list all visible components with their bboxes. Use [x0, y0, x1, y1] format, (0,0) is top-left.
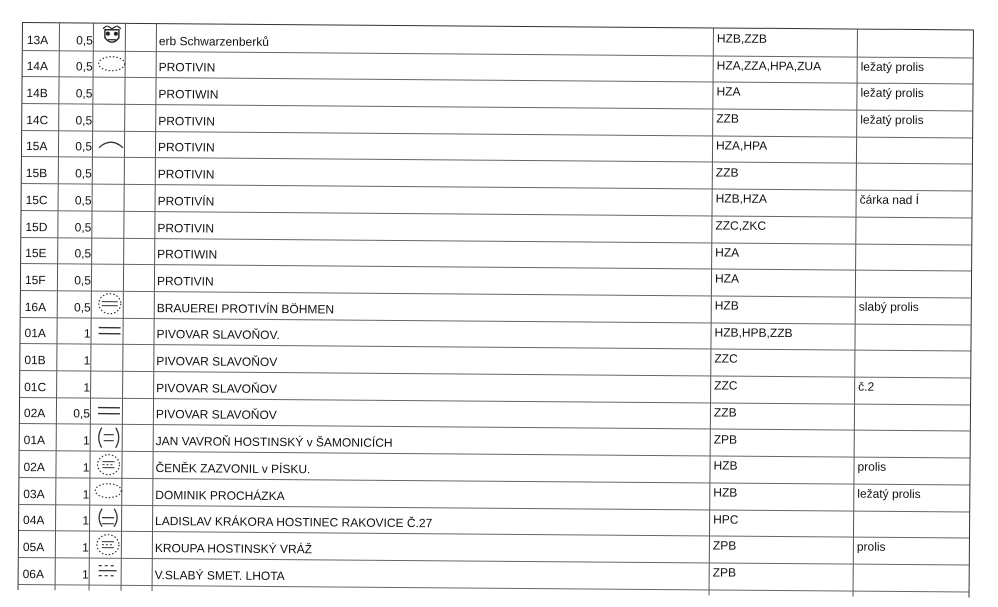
- row-id: 15C: [25, 192, 48, 208]
- row-value: 0,5: [73, 406, 90, 422]
- row-mark: [94, 157, 128, 184]
- row-mark: [91, 504, 125, 531]
- row-note: ležatý prolis: [860, 59, 925, 74]
- row-id: 15E: [25, 246, 47, 261]
- row-codes: HPC: [713, 512, 739, 527]
- row-value: 0,5: [74, 300, 91, 315]
- row-codes: HZA: [715, 245, 740, 260]
- row-inscription: PROTIVIN: [157, 140, 215, 156]
- table-body: [22, 23, 973, 583]
- row-inscription: BRAUEREI PROTIVÍN BÖHMEN: [156, 300, 335, 317]
- row-mark: [93, 291, 127, 318]
- row-codes: ZZC: [714, 351, 738, 367]
- row-codes: HZB,HZA: [715, 191, 768, 207]
- row-codes: ZZB: [715, 164, 739, 180]
- row-codes: ZZB: [713, 405, 737, 420]
- row-value: 1: [83, 353, 91, 368]
- row-inscription: PROTIVIN: [158, 113, 215, 129]
- coat-of-arms-icon: [99, 26, 125, 48]
- row-mark: [91, 558, 125, 585]
- row-note: slabý prolis: [858, 299, 919, 315]
- row-mark: [95, 50, 129, 77]
- row-codes: ZPB: [712, 565, 737, 580]
- row-codes: HZB,ZZB: [716, 31, 767, 46]
- row-mark: [92, 371, 126, 398]
- row-inscription: PIVOVAR SLAVOŇOV: [156, 354, 278, 370]
- dotted-oval-icon: [93, 481, 123, 501]
- row-codes: ZPB: [713, 431, 738, 447]
- row-codes: ZZB: [716, 111, 739, 126]
- row-value: 0,5: [76, 33, 93, 48]
- circle-line-icon: [94, 506, 122, 530]
- row-mark: [91, 477, 125, 504]
- row-value: 0,5: [74, 273, 92, 288]
- dashed-lines-icon: [95, 562, 121, 580]
- row-mark: [95, 24, 129, 51]
- row-codes: HZA: [716, 84, 741, 100]
- row-note: [858, 403, 968, 431]
- row-value: 0,5: [75, 139, 93, 155]
- row-inscription: PIVOVAR SLAVOŇOV: [156, 380, 278, 396]
- row-id: 02A: [23, 459, 45, 475]
- row-inscription: PROTIVIN: [157, 167, 215, 182]
- row-codes: ZZC: [714, 378, 738, 393]
- row-inscription: V.SLABÝ SMET. LHOTA: [154, 567, 285, 583]
- row-codes: ZZC,ZKC: [715, 218, 767, 233]
- dotted-oval-icon: [97, 54, 127, 74]
- row-codes: HZB: [713, 485, 738, 500]
- row-mark: [94, 184, 128, 211]
- row-inscription: ČENĚK ZAZVONIL v PÍSKU.: [155, 460, 311, 477]
- row-mark: [94, 77, 128, 104]
- row-value: 1: [82, 513, 90, 528]
- row-note: [860, 136, 970, 164]
- row-inscription: PROTIVIN: [156, 274, 214, 289]
- row-id: 03A: [23, 486, 45, 501]
- row-value: 1: [82, 460, 90, 475]
- row-note: č.2: [858, 379, 875, 394]
- row-inscription: PROTIVÍN: [157, 193, 215, 209]
- row-mark: [93, 210, 127, 237]
- row-value: 0,5: [74, 219, 92, 235]
- row-mark: [94, 130, 128, 157]
- row-inscription: PROTIVIN: [158, 60, 216, 75]
- row-inscription: PIVOVAR SLAVOŇOV: [155, 407, 277, 423]
- row-mark: [91, 531, 125, 558]
- row-note: [857, 564, 967, 592]
- row-id: 01A: [24, 326, 46, 341]
- row-inscription: PIVOVAR SLAVOŇOV.: [156, 327, 280, 343]
- row-inscription: LADISLAV KRÁKORA HOSTINEC RAKOVICE Č.27: [155, 514, 433, 531]
- row-id: 14B: [26, 86, 48, 101]
- inventory-table: [18, 22, 974, 597]
- row-id: 01A: [23, 433, 46, 448]
- row-codes: ZPB: [712, 538, 737, 553]
- row-note: ležatý prolis: [860, 112, 924, 128]
- row-mark: [91, 451, 125, 478]
- row-note: [860, 163, 970, 191]
- row-inscription: erb Schwarzenberků: [158, 33, 269, 49]
- row-codes: HZA,HPA: [715, 138, 768, 153]
- row-value: 0,5: [75, 86, 93, 101]
- row-note: [857, 510, 967, 538]
- parenthesis-lines-icon: [95, 425, 123, 449]
- row-note: [858, 430, 968, 458]
- row-value: 0,5: [75, 59, 93, 74]
- row-id: 04A: [23, 513, 45, 528]
- row-value: 0,5: [74, 193, 92, 208]
- row-codes: HZB: [713, 458, 738, 473]
- row-codes: HZB,HPB,ZZB: [714, 325, 793, 340]
- double-line-icon: [96, 404, 122, 418]
- row-id: 05A: [22, 540, 45, 555]
- row-note: [859, 270, 969, 298]
- row-inscription: DOMINIK PROCHÁZKA: [155, 487, 285, 503]
- row-inscription: PROTIWIN: [158, 87, 219, 102]
- row-value: 1: [82, 433, 90, 448]
- row-value: 0,5: [74, 246, 92, 261]
- row-id: 01C: [24, 379, 47, 394]
- row-mark: [93, 237, 127, 264]
- row-mark: [92, 424, 126, 451]
- row-note: ležatý prolis: [860, 85, 924, 101]
- dotted-circle-icon: [96, 292, 124, 316]
- dotted-circle-lines-icon: [94, 532, 122, 556]
- row-value: 1: [81, 567, 89, 582]
- row-codes: HZA: [714, 271, 740, 286]
- row-note: prolis: [857, 459, 887, 474]
- arc-icon: [96, 137, 126, 151]
- row-id: 15D: [25, 219, 48, 234]
- row-note: čárka nad Í: [859, 192, 920, 208]
- row-id: 13A: [26, 32, 49, 47]
- row-note: [859, 216, 969, 244]
- row-mark: [93, 264, 127, 291]
- row-note: ležatý prolis: [857, 486, 921, 501]
- row-value: 0,5: [75, 166, 92, 181]
- row-inscription: PROTIVIN: [157, 220, 215, 236]
- row-id: 15F: [24, 273, 46, 288]
- row-value: 0,5: [75, 113, 93, 128]
- row-note: [858, 350, 968, 378]
- row-id: 15B: [25, 166, 48, 181]
- row-mark: [92, 317, 126, 344]
- row-value: 1: [82, 540, 89, 555]
- row-id: 14A: [26, 59, 49, 74]
- row-id: 14C: [26, 112, 49, 127]
- row-note: [858, 323, 968, 351]
- row-id: 15A: [25, 139, 48, 154]
- row-value: 1: [82, 487, 90, 502]
- row-value: 1: [83, 380, 91, 395]
- row-id: 02A: [23, 406, 46, 421]
- row-codes: HZB: [714, 298, 739, 313]
- row-note: [861, 30, 971, 58]
- row-value: 1: [83, 326, 91, 341]
- row-mark: [92, 344, 126, 371]
- row-inscription: JAN VAVROŇ HOSTINSKÝ v ŠAMONICÍCH: [155, 434, 393, 451]
- row-note: [859, 243, 969, 271]
- row-id: 16A: [24, 299, 47, 314]
- row-inscription: PROTIWIN: [157, 247, 218, 262]
- double-line-icon: [97, 324, 123, 338]
- row-mark: [94, 104, 128, 131]
- dotted-circle-lines-icon: [94, 452, 122, 476]
- row-inscription: KROUPA HOSTINSKÝ VRÁŽ: [154, 541, 313, 557]
- row-id: 06A: [22, 566, 45, 581]
- row-codes: HZA,ZZA,HPA,ZUA: [716, 58, 822, 73]
- row-id: 01B: [24, 353, 46, 368]
- row-note: prolis: [856, 539, 886, 555]
- row-mark: [92, 397, 126, 424]
